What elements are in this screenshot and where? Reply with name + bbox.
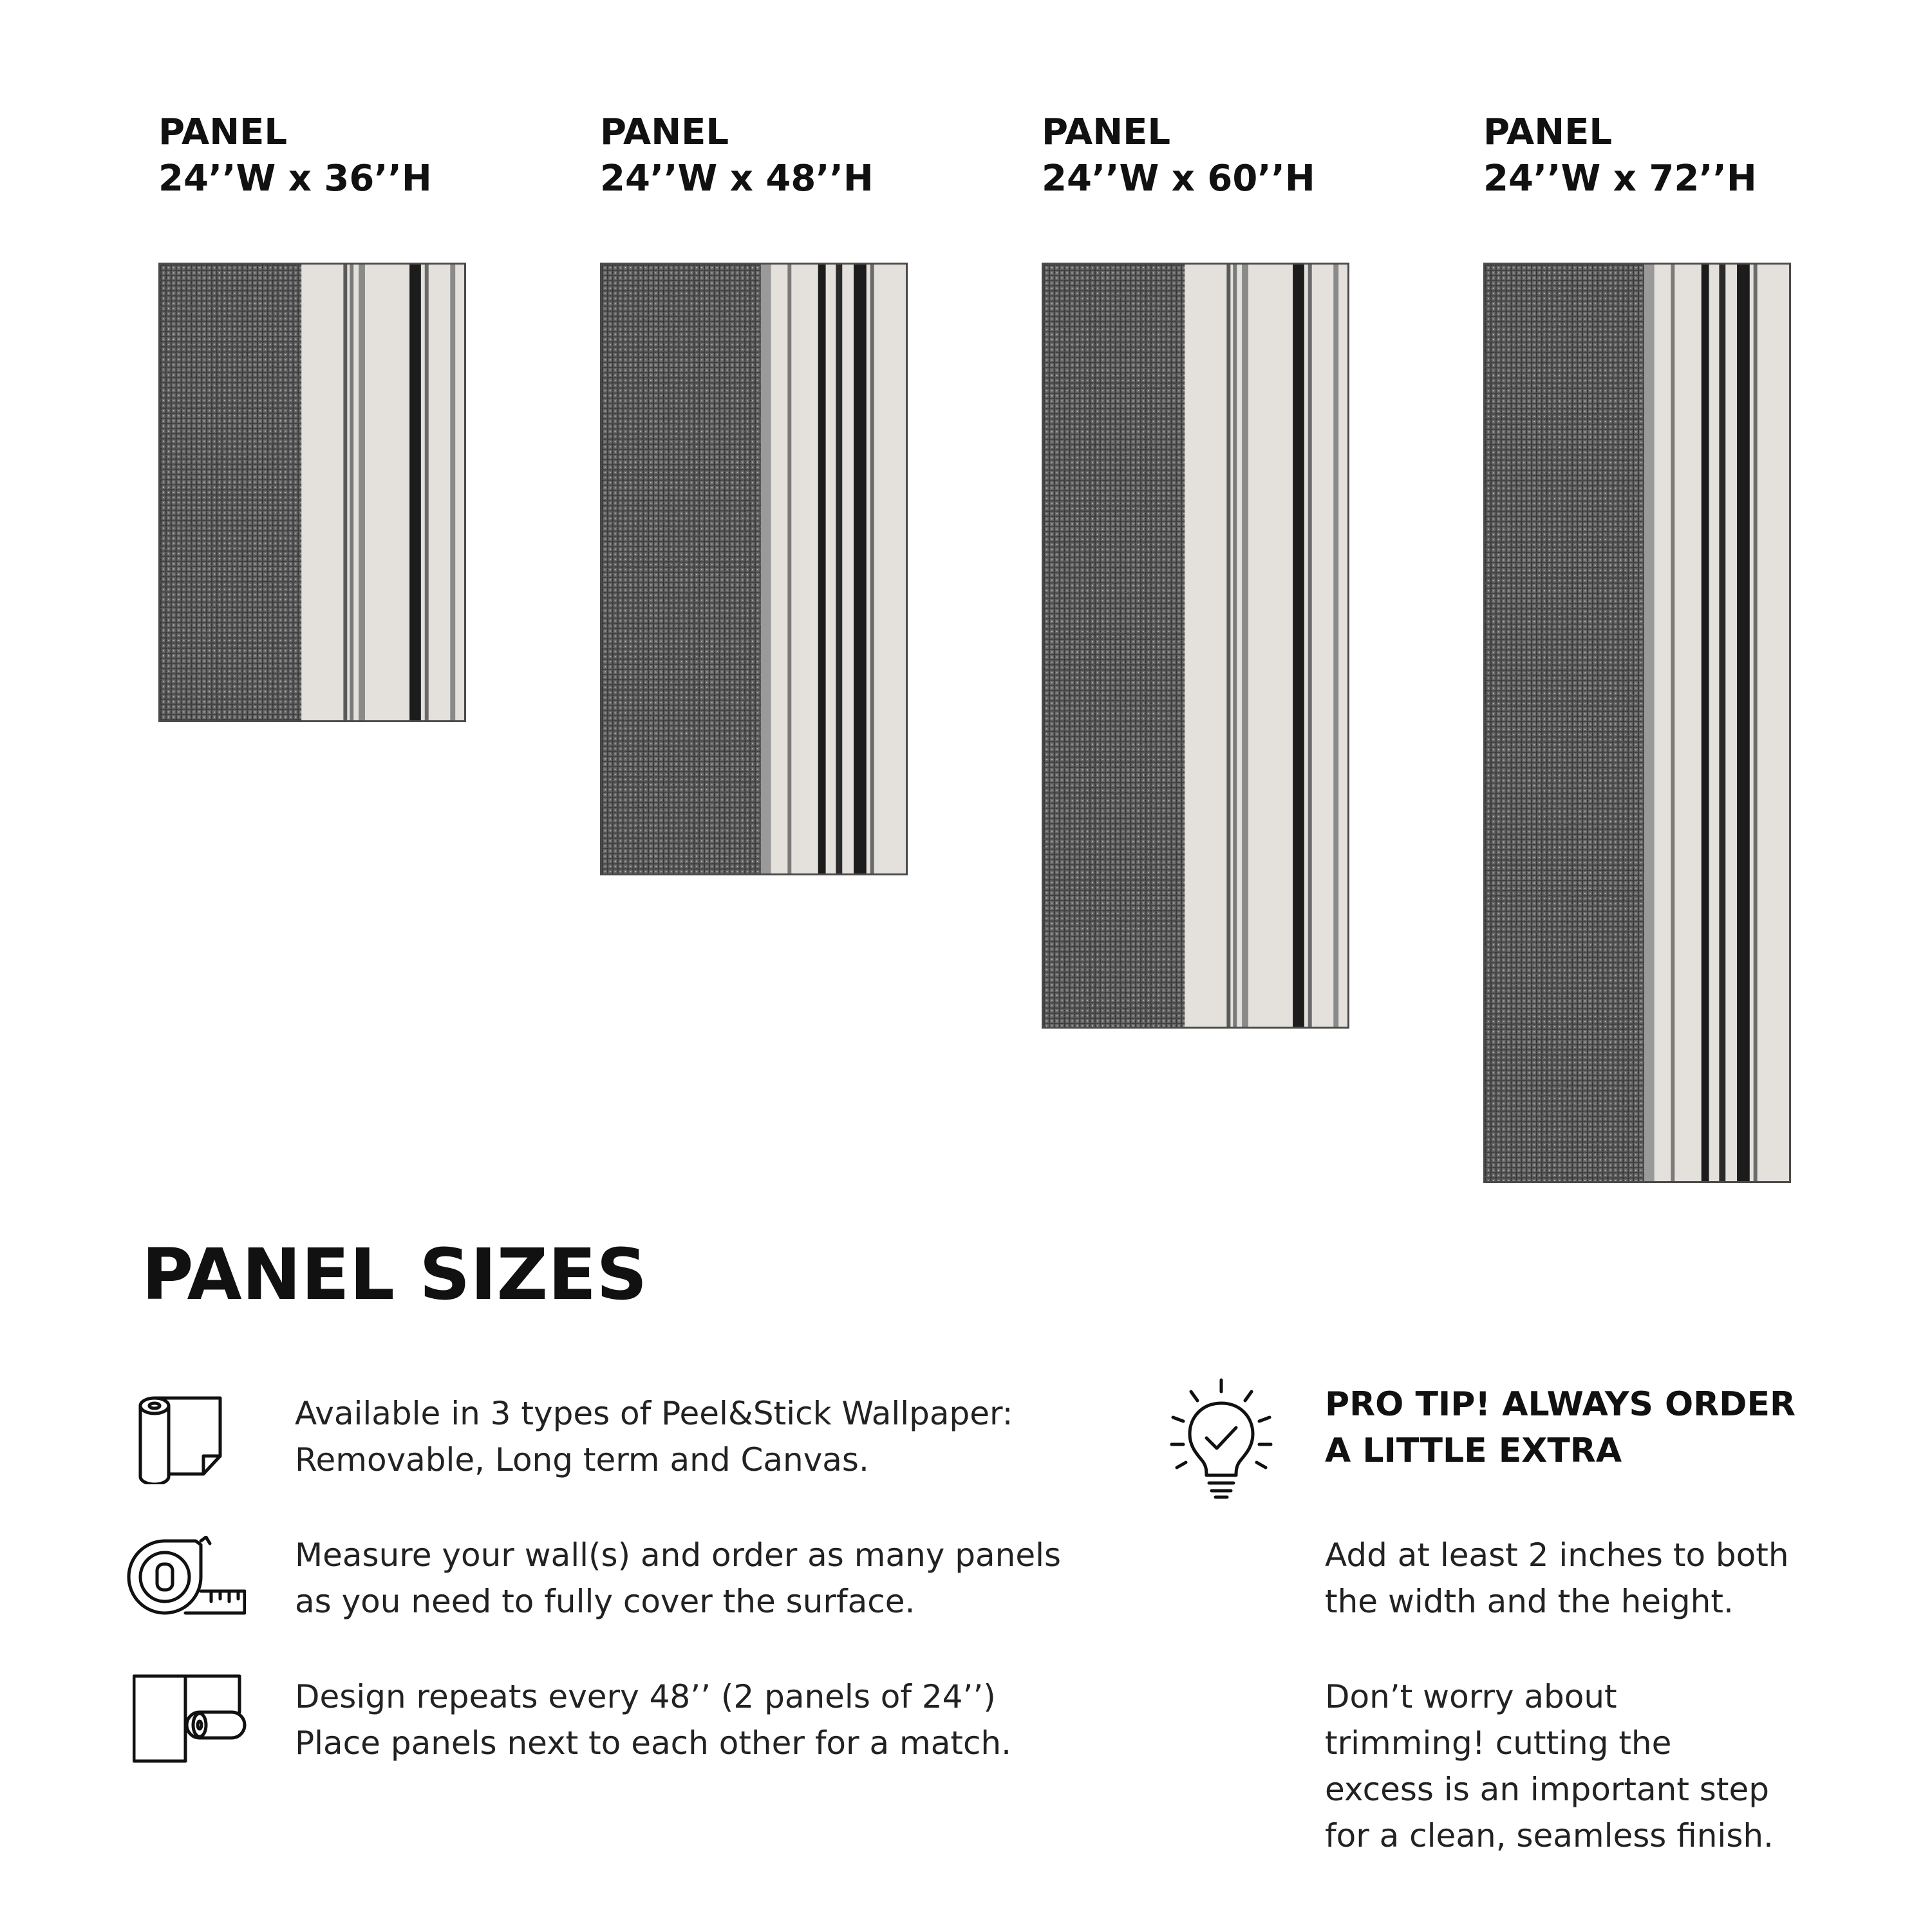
panel-preview-72 bbox=[1483, 263, 1791, 1183]
section-title: PANEL SIZES bbox=[142, 1233, 648, 1316]
tip-line: for a clean, seamless finish. bbox=[1325, 1817, 1774, 1854]
panel-label-36 bbox=[158, 109, 432, 202]
measuring-tape-icon bbox=[126, 1536, 246, 1619]
panel-label-size: 24’’W x 60’’H bbox=[1042, 158, 1315, 200]
panel-preview-60 bbox=[1042, 263, 1349, 1029]
info-item-repeat bbox=[295, 1674, 1011, 1766]
panel-preview-48 bbox=[600, 263, 908, 875]
panel-label-size: 24’’W x 48’’H bbox=[600, 158, 874, 200]
info-line: Available in 3 types of Peel&Stick Wallpaper: bbox=[295, 1395, 1013, 1432]
panel-label-60 bbox=[1042, 109, 1315, 202]
panel-label-size: 24’’W x 72’’H bbox=[1483, 158, 1757, 200]
info-item-types bbox=[295, 1390, 1013, 1483]
info-line: Removable, Long term and Canvas. bbox=[295, 1441, 869, 1479]
wallpaper-pattern bbox=[602, 265, 906, 873]
panel-preview-36 bbox=[158, 263, 466, 722]
panel-label-48 bbox=[600, 109, 874, 202]
wallpaper-roll-icon bbox=[133, 1394, 227, 1484]
tip-line: trimming! cutting the bbox=[1325, 1724, 1672, 1762]
wallpaper-pattern bbox=[1044, 265, 1347, 1027]
tip-title bbox=[1325, 1381, 1796, 1474]
panel-label-72 bbox=[1483, 109, 1757, 202]
tip-line: Add at least 2 inches to both bbox=[1325, 1536, 1789, 1574]
tip-paragraph-trimming bbox=[1325, 1674, 1774, 1859]
info-line: as you need to fully cover the surface. bbox=[295, 1583, 915, 1620]
tip-line: the width and the height. bbox=[1325, 1583, 1734, 1620]
lightbulb-check-icon bbox=[1167, 1377, 1276, 1500]
panel-roll-icon bbox=[133, 1674, 247, 1764]
panel-label-title: PANEL bbox=[1042, 111, 1171, 153]
tip-title-line: PRO TIP! ALWAYS ORDER bbox=[1325, 1385, 1796, 1424]
tip-line: Don’t worry about bbox=[1325, 1678, 1617, 1715]
wallpaper-pattern bbox=[1485, 265, 1789, 1181]
panel-label-title: PANEL bbox=[600, 111, 729, 153]
info-item-measure bbox=[295, 1532, 1061, 1625]
info-line: Measure your wall(s) and order as many panels bbox=[295, 1536, 1062, 1574]
info-line: Design repeats every 48’’ (2 panels of 24’’) bbox=[295, 1678, 996, 1715]
panel-label-title: PANEL bbox=[1483, 111, 1613, 153]
tip-paragraph-extra bbox=[1325, 1532, 1789, 1625]
wallpaper-pattern bbox=[160, 265, 464, 720]
tip-line: excess is an important step bbox=[1325, 1771, 1769, 1808]
info-line: Place panels next to each other for a match. bbox=[295, 1724, 1012, 1762]
panel-label-size: 24’’W x 36’’H bbox=[158, 158, 432, 200]
tip-title-line: A LITTLE EXTRA bbox=[1325, 1432, 1622, 1470]
panel-label-title: PANEL bbox=[158, 111, 288, 153]
